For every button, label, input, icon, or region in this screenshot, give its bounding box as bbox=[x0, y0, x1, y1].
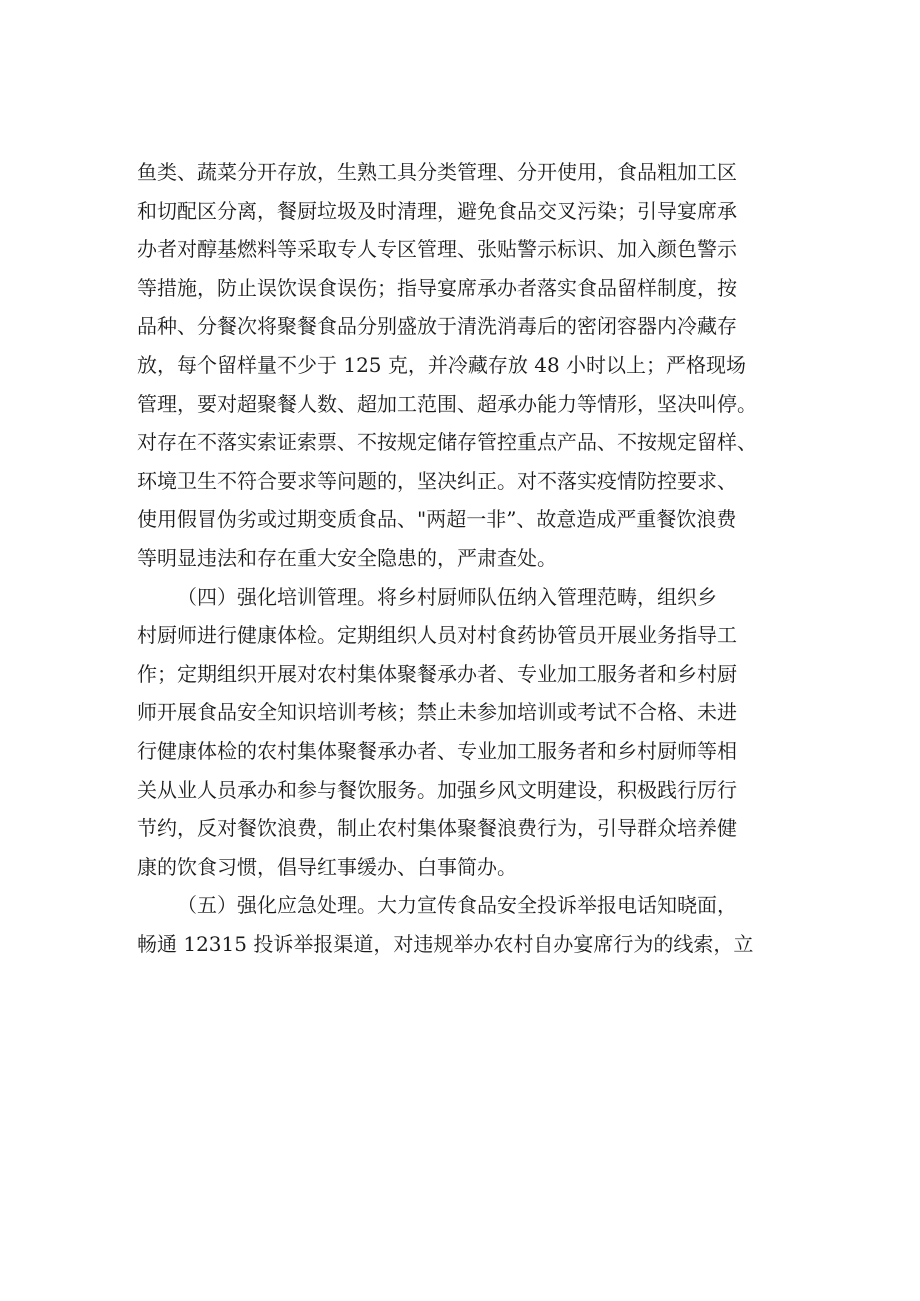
document-body bbox=[137, 153, 797, 963]
text-line: 放，每个留样量不少于 125 克，并冷藏存放 48 小时以上；严格现场 bbox=[137, 352, 747, 377]
text-line: 节约，反对餐饮浪费，制止农村集体聚餐浪费行为，引导群众培养健 bbox=[137, 816, 737, 841]
text-line: 行健康体检的农村集体聚餐承办者、专业加工服务者和乡村厨师等相 bbox=[137, 738, 737, 763]
paragraph-section-5 bbox=[137, 886, 797, 963]
text-line: 品种、分餐次将聚餐食品分别盛放于清洗消毒后的密闭容器内冷藏存 bbox=[137, 314, 737, 339]
paragraph-continuation bbox=[137, 153, 797, 578]
text-line: 对存在不落实索证索票、不按规定储存管控重点产品、不按规定留样、 bbox=[137, 430, 757, 455]
text-line: 等措施，防止误饮误食误伤；指导宴席承办者落实食品留样制度，按 bbox=[137, 275, 737, 300]
text-line: 村厨师进行健康体检。定期组织人员对村食药协管员开展业务指导工 bbox=[137, 623, 737, 648]
text-line: （五）强化应急处理。大力宣传食品安全投诉举报电话知晓面， bbox=[177, 893, 737, 918]
text-line: 畅通 12315 投诉举报渠道，对违规举办农村自办宴席行为的线索，立 bbox=[137, 931, 754, 956]
text-line: 康的饮食习惯，倡导红事缓办、白事简办。 bbox=[137, 854, 517, 879]
text-line: 办者对醇基燃料等采取专人专区管理、张贴警示标识、加入颜色警示 bbox=[137, 237, 737, 262]
text-line: 管理，要对超聚餐人数、超加工范围、超承办能力等情形，坚决叫停。 bbox=[137, 391, 757, 416]
text-line: 使用假冒伪劣或过期变质食品、"两超一非”、故意造成严重餐饮浪费 bbox=[137, 507, 737, 532]
text-line: 和切配区分离，餐厨垃圾及时清理，避免食品交叉污染；引导宴席承 bbox=[137, 198, 737, 223]
text-line: 环境卫生不符合要求等问题的，坚决纠正。对不落实疫情防控要求、 bbox=[137, 468, 737, 493]
text-line: （四）强化培训管理。将乡村厨师队伍纳入管理范畴，组织乡 bbox=[177, 584, 717, 609]
text-line: 师开展食品安全知识培训考核；禁止未参加培训或考试不合格、未进 bbox=[137, 700, 737, 725]
text-line: 关从业人员承办和参与餐饮服务。加强乡风文明建设，积极践行厉行 bbox=[137, 777, 737, 802]
text-line: 鱼类、蔬菜分开存放，生熟工具分类管理、分开使用，食品粗加工区 bbox=[137, 160, 737, 184]
text-line: 作；定期组织开展对农村集体聚餐承办者、专业加工服务者和乡村厨 bbox=[137, 661, 737, 686]
text-line: 等明显违法和存在重大安全隐患的，严肃查处。 bbox=[137, 545, 557, 570]
paragraph-section-4 bbox=[137, 578, 797, 887]
